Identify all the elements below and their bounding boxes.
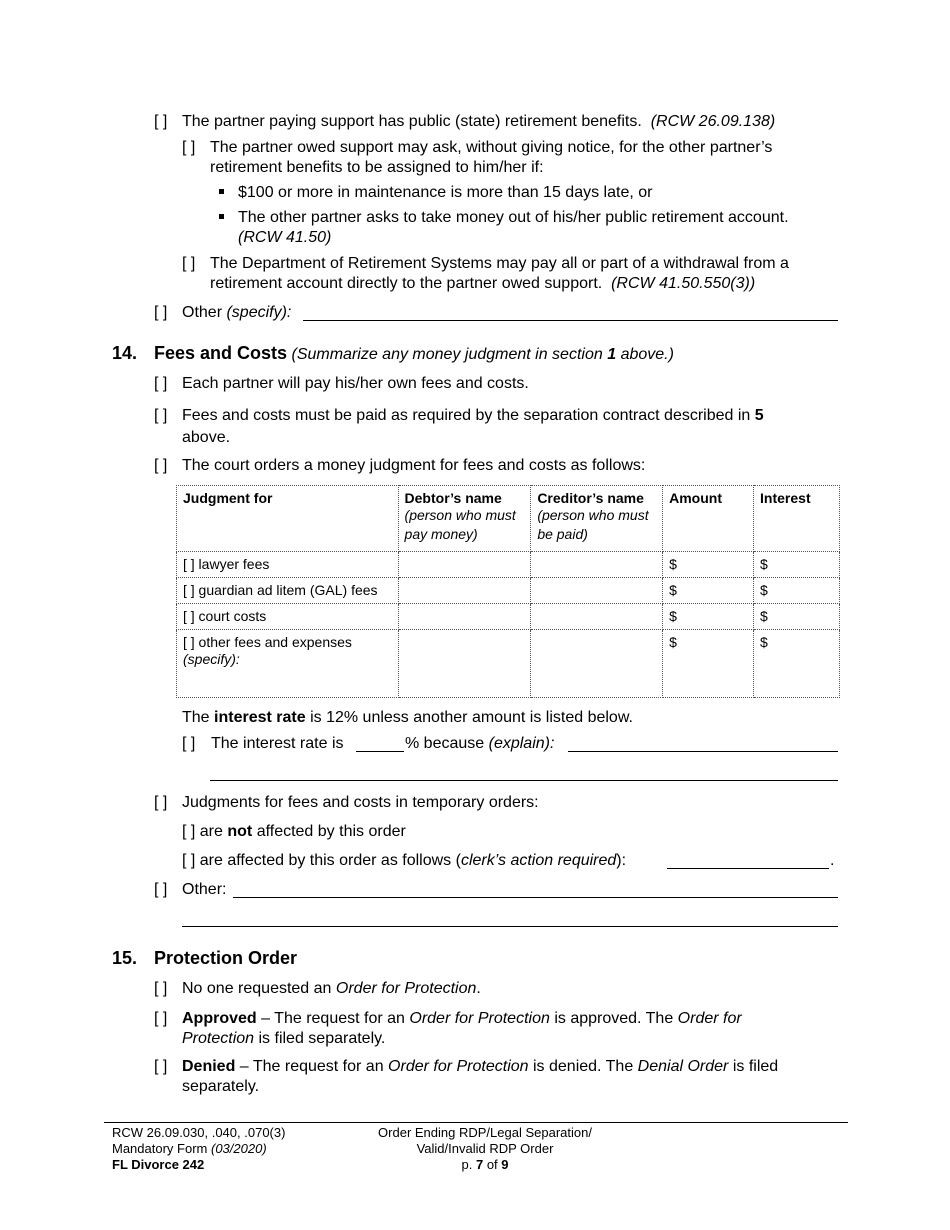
retirement-other-field[interactable] — [303, 320, 838, 321]
temp-affected[interactable]: [ ] are affected by this order as follows (clerk’s action required): — [182, 852, 627, 869]
retirement-main: The partner paying support has public (state) retirement benefits. — [182, 113, 642, 130]
amount-cell[interactable]: $ — [663, 578, 754, 604]
bullet-icon — [219, 214, 224, 219]
drs-line2: retirement account directly to the partner owed support. (RCW 41.50.550(3)) — [210, 275, 756, 292]
debtor-cell[interactable] — [398, 578, 531, 604]
amount-cell[interactable]: $ — [663, 552, 754, 578]
fees-opt1-text: Each partner will pay his/her own fees and costs. — [182, 375, 529, 392]
bullet1-text: $100 or more in maintenance is more than 15 days late, or — [238, 184, 653, 201]
temp-not-affected[interactable]: [ ] are not affected by this order — [182, 823, 406, 840]
footer-title2: Valid/Invalid RDP Order — [416, 1141, 554, 1156]
assign-line1: The partner owed support may ask, without giving notice, for the other partner’s — [210, 139, 773, 156]
retirement-checkbox[interactable]: [ ] — [154, 113, 168, 130]
footer-divider — [104, 1122, 848, 1123]
creditor-cell[interactable] — [531, 552, 663, 578]
footer-title1: Order Ending RDP/Legal Separation/ — [378, 1125, 592, 1140]
amount-cell[interactable]: $ — [663, 604, 754, 630]
creditor-cell[interactable] — [531, 604, 663, 630]
footer-center — [335, 1125, 635, 1173]
fees-opt3-checkbox[interactable]: [ ] — [154, 457, 168, 474]
protection-approved-checkbox[interactable]: [ ] — [154, 1010, 168, 1027]
judgment-table — [176, 485, 840, 698]
section14-title: Fees and Costs — [154, 343, 288, 363]
fees-opt3-text: The court orders a money judgment for fees and costs as follows: — [182, 457, 646, 474]
fees-other-checkbox[interactable]: [ ] — [154, 881, 168, 898]
retirement-other-checkbox[interactable]: [ ] — [154, 304, 168, 321]
interest-statement: The interest rate is 12% unless another amount is listed below. — [182, 709, 633, 726]
assign-checkbox[interactable]: [ ] — [182, 139, 196, 156]
debtor-cell[interactable] — [398, 552, 531, 578]
section14-heading — [154, 343, 674, 365]
fees-other-field[interactable] — [233, 897, 838, 898]
drs-cite: (RCW 41.50.550(3)) — [611, 275, 756, 292]
rate-checkbox[interactable]: [ ] — [182, 735, 196, 752]
header-creditor: Creditor’s name (person who must be paid) — [531, 486, 663, 552]
protection-approved-text: Approved – The request for an Order for Protection is approved. The Order for — [182, 1010, 742, 1027]
header-judgment-for: Judgment for — [177, 486, 399, 552]
bullet-icon — [219, 189, 224, 194]
section15-title: Protection Order — [154, 948, 298, 968]
fees-other-label: Other: — [182, 881, 227, 898]
table-row — [177, 578, 840, 604]
debtor-cell[interactable] — [398, 604, 531, 630]
bullet2-cite: (RCW 41.50) — [238, 229, 332, 246]
temp-affected-period: . — [830, 852, 835, 869]
footer-rcw: RCW 26.09.030, .040, .070(3) — [112, 1125, 286, 1140]
row-label[interactable]: [ ] other fees and expenses (specify): — [177, 630, 399, 698]
footer-mandatory: Mandatory Form (03/2020) — [112, 1141, 267, 1156]
row-label[interactable]: [ ] lawyer fees — [177, 552, 399, 578]
creditor-cell[interactable] — [531, 578, 663, 604]
fees-opt2-text-cont: above. — [182, 429, 231, 446]
protection-approved-text-cont: Protection is filed separately. — [182, 1030, 386, 1047]
table-header-row — [177, 486, 840, 552]
fees-opt1-checkbox[interactable]: [ ] — [154, 375, 168, 392]
retirement-cite: (RCW 26.09.138) — [650, 113, 776, 130]
row-label[interactable]: [ ] court costs — [177, 604, 399, 630]
header-debtor: Debtor’s name (person who must pay money) — [398, 486, 531, 552]
section15-number: 15. — [112, 948, 138, 968]
table-row — [177, 552, 840, 578]
rate-explain-field[interactable] — [568, 751, 838, 752]
protection-opt1-checkbox[interactable]: [ ] — [154, 980, 168, 997]
fees-other-field-cont[interactable] — [182, 926, 838, 927]
interest-cell[interactable]: $ — [754, 578, 840, 604]
row-label[interactable]: [ ] guardian ad litem (GAL) fees — [177, 578, 399, 604]
temp-affected-field[interactable] — [667, 868, 829, 869]
protection-denied-text-cont: separately. — [182, 1078, 260, 1095]
fees-opt2-checkbox[interactable]: [ ] — [154, 407, 168, 424]
fees-opt2-text: Fees and costs must be paid as required by the separation contract described in 5 — [182, 407, 764, 424]
debtor-cell[interactable] — [398, 630, 531, 698]
footer-form-id: FL Divorce 242 — [112, 1157, 205, 1172]
protection-opt1-text: No one requested an Order for Protection. — [182, 980, 481, 997]
protection-denied-text: Denied – The request for an Order for Protection is denied. The Denial Order is filed — [182, 1058, 779, 1075]
temp-checkbox[interactable]: [ ] — [154, 794, 168, 811]
header-interest: Interest — [754, 486, 840, 552]
rate-text-a: The interest rate is — [211, 735, 344, 752]
interest-cell[interactable]: $ — [754, 552, 840, 578]
footer-left — [112, 1125, 285, 1173]
table-row — [177, 604, 840, 630]
drs-checkbox[interactable]: [ ] — [182, 255, 196, 272]
section14-note: (Summarize any money judgment in section 1 above.) — [291, 346, 674, 363]
footer-page: p. 7 of 9 — [461, 1157, 509, 1172]
assign-line2: retirement benefits to be assigned to him/her if: — [210, 159, 544, 176]
rate-text-b: % because (explain): — [405, 735, 555, 752]
retirement-main-text — [182, 112, 775, 132]
creditor-cell[interactable] — [531, 630, 663, 698]
rate-percent-field[interactable] — [356, 751, 404, 752]
header-amount: Amount — [663, 486, 754, 552]
table-row — [177, 630, 840, 698]
drs-line1: The Department of Retirement Systems may pay all or part of a withdrawal from a — [210, 255, 789, 272]
temp-label: Judgments for fees and costs in temporary orders: — [182, 794, 539, 811]
retirement-other-label: Other (specify): — [182, 304, 292, 321]
amount-cell[interactable]: $ — [663, 630, 754, 698]
interest-cell[interactable]: $ — [754, 630, 840, 698]
rate-explain-field-cont[interactable] — [210, 780, 838, 781]
interest-cell[interactable]: $ — [754, 604, 840, 630]
bullet2-text: The other partner asks to take money out of his/her public retirement account. — [238, 209, 789, 226]
section14-number: 14. — [112, 343, 138, 363]
protection-denied-checkbox[interactable]: [ ] — [154, 1058, 168, 1075]
